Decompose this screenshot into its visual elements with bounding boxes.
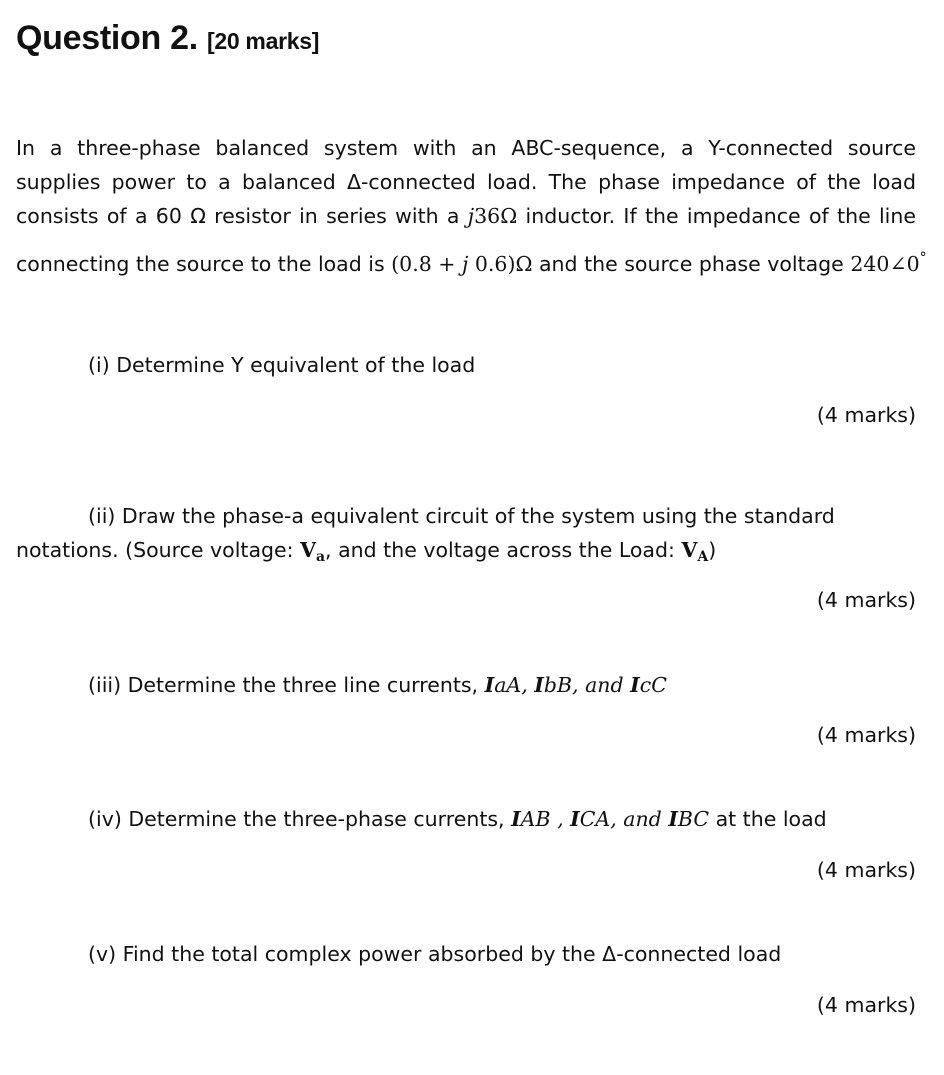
marks-part-iv: (4 marks) [816,858,916,882]
question-total-marks: [20 marks] [207,28,320,54]
problem-line-1: In a three-phase balanced system with an ABC-sequence, a Y-connected source [16,136,916,160]
question-number: Question 2. [16,19,198,57]
source-voltage-symbol: $V_a$ [300,538,326,565]
marks-part-v: (4 marks) [816,993,916,1017]
question-part-v: (v) Find the total complex power absorbed by the Δ-connected load [88,942,782,966]
source-voltage: 240∠0° [850,250,927,276]
question-part-ii: (ii) Draw the phase-a equivalent circuit of the system using the standard notations. (Source voltage: $V_a$, and the voltage across the Load: $V_A$) [16,504,835,565]
marks-part-iii: (4 marks) [816,723,916,747]
load-voltage-symbol: $V_A$ [681,538,709,565]
problem-line-4: connecting the source to the load is (0.8 + j 0.6)Ω and the source phase voltage 240∠0° [16,250,927,276]
marks-part-i: (4 marks) [816,403,916,427]
line-impedance: (0.8 + j 0.6)Ω [391,252,533,276]
problem-line-2: supplies power to a balanced Δ-connected load. The phase impedance of the load [16,170,916,194]
marks-part-ii: (4 marks) [816,588,916,612]
problem-statement [16,131,927,281]
load-reactance: 36Ω [474,204,518,228]
problem-line-3: consists of a 60 Ω resistor in series with a j36Ω inductor. If the impedance of the line [16,204,916,228]
question-part-iii: (iii) Determine the three line currents, IaA, IbB, and IcC [88,673,667,697]
question-part-i: (i) Determine Y equivalent of the load [88,353,476,377]
question-part-iv: (iv) Determine the three-phase currents, IAB , ICA, and IBC at the load [88,807,827,831]
question-title [16,14,319,65]
imag-unit: j [467,204,475,228]
